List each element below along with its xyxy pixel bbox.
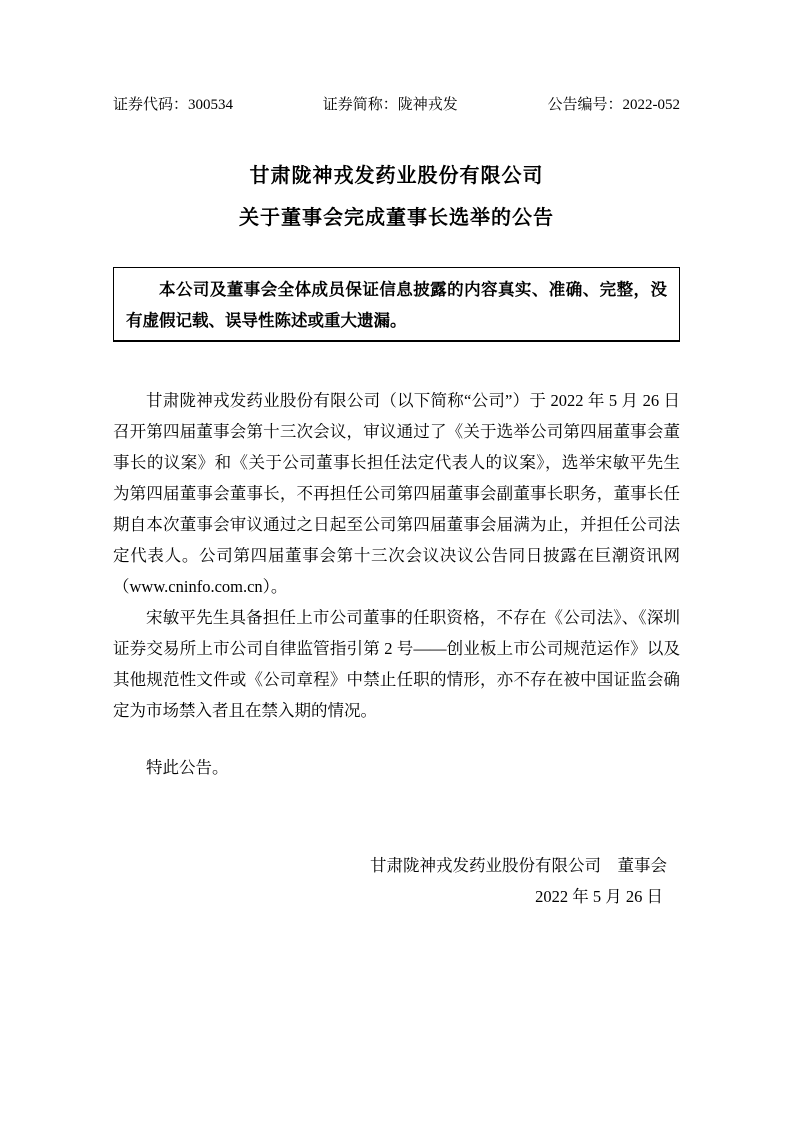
document-header [113, 97, 680, 114]
disclaimer-text: 本公司及董事会全体成员保证信息披露的内容真实、准确、完整，没有虚假记载、误导性陈述或重大遗漏。 [126, 280, 667, 330]
closing-statement: 特此公告。 [146, 758, 229, 777]
document-title [113, 155, 680, 239]
title-line-subject: 关于董事会完成董事长选举的公告 [239, 207, 554, 229]
stock-name: 证券简称：陇神戎发 [322, 97, 458, 113]
title-line-company: 甘肃陇神戎发药业股份有限公司 [249, 165, 544, 187]
paragraph-resolution: 甘肃陇神戎发药业股份有限公司（以下简称“公司”）于 2022 年 5 月 26 日召开第四届董事会第十三次会议，审议通过了《关于选举公司第四届董事会董事长的议案》和《关于公司董事长担任法定代表人的议案》，选举宋敏平先生为第四届董事会董事长，不再担任公司第四届董事会副董事长职务，董事长任期自本次董事会审议通过之日起至公司第四届董事会届满为止，并担任公司法定代表人。公司第四届董事会第十三次会议决议公告同日披露在巨潮资讯网（www.cninfo.com.cn）。 [113, 391, 680, 596]
signature-date: 2022 年 5 月 26 日 [535, 887, 663, 906]
signature-company: 甘肃陇神戎发药业股份有限公司 董事会 [370, 856, 667, 875]
disclaimer-box [113, 267, 680, 342]
stock-code: 证券代码：300534 [113, 97, 234, 113]
paragraph-qualification: 宋敏平先生具备担任上市公司董事的任职资格，不存在《公司法》、《深圳证券交易所上市公司自律监管指引第 2 号——创业板上市公司规范运作》以及其他规范性文件或《公司章程》中禁止任职的情形，亦不存在被中国证监会确定为市场禁入者且在禁入期的情况。 [113, 608, 680, 720]
signature-block [113, 850, 680, 912]
announcement-number: 公告编号：2022-052 [547, 97, 680, 113]
